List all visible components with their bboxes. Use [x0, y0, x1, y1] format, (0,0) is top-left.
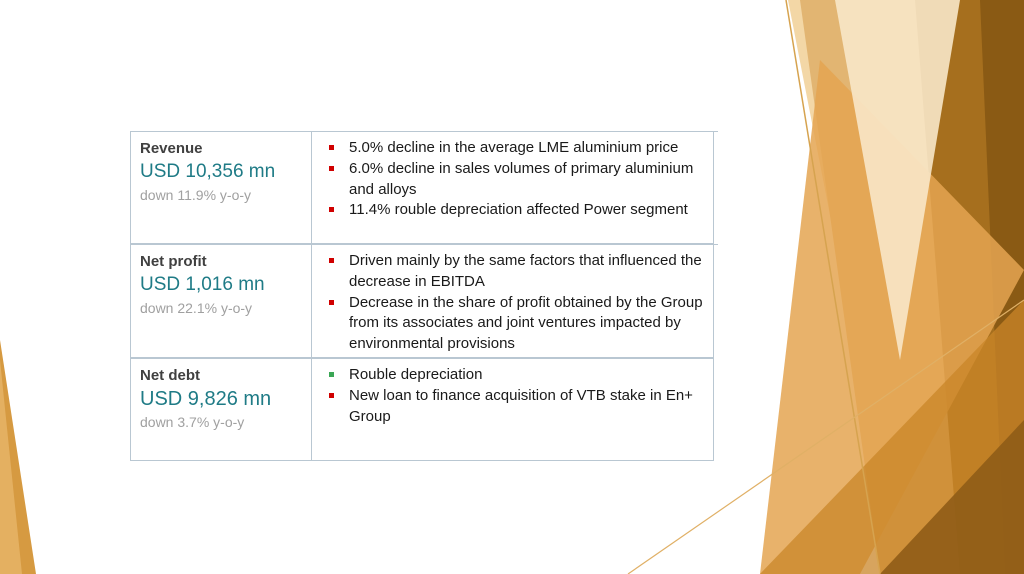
metric-change: down 11.9% y-o-y [140, 187, 252, 203]
list-item [324, 365, 703, 386]
metric-name: Net profit [140, 253, 207, 270]
metric-cell [131, 245, 312, 357]
drivers-cell [312, 245, 713, 357]
bullet-text: Driven mainly by the same factors that influenced the decrease in EBITDA [349, 252, 702, 290]
list-item [324, 386, 703, 428]
square-bullet-icon [329, 393, 334, 398]
kpi-table [130, 131, 714, 461]
list-item [324, 138, 703, 159]
square-bullet-icon [329, 300, 334, 305]
list-item [324, 159, 703, 201]
metric-cell [131, 132, 312, 243]
square-bullet-icon [329, 258, 334, 263]
bullet-text: 11.4% rouble depreciation affected Power segment [349, 201, 688, 219]
metric-change: down 3.7% y-o-y [140, 414, 245, 430]
metric-name: Revenue [140, 140, 203, 157]
list-item [324, 200, 703, 221]
bullet-list [324, 251, 703, 355]
table-row-net-profit [130, 244, 714, 358]
bullet-text: New loan to finance acquisition of VTB stake in En+ Group [349, 386, 693, 425]
square-bullet-icon [329, 372, 334, 377]
list-item [324, 251, 703, 293]
bullet-text: Rouble depreciation [349, 366, 483, 383]
table-edge-tick [714, 131, 718, 132]
metric-value: USD 10,356 mn [140, 161, 276, 182]
list-item [324, 293, 703, 355]
bullet-text: 5.0% decline in the average LME aluminium price [349, 139, 679, 156]
table-row-net-debt [130, 358, 714, 461]
square-bullet-icon [329, 166, 334, 171]
metric-cell [131, 359, 312, 460]
metric-change: down 22.1% y-o-y [140, 300, 253, 316]
square-bullet-icon [329, 145, 334, 150]
drivers-cell [312, 132, 713, 243]
bullet-list [324, 138, 703, 221]
metric-name: Net debt [140, 367, 200, 384]
metric-value: USD 9,826 mn [140, 388, 272, 410]
bullet-text: Decrease in the share of profit obtained by the Group from its associates and joint ventures impacted by environmental provisions [349, 293, 703, 353]
drivers-cell [312, 359, 713, 460]
metric-value: USD 1,016 mn [140, 274, 265, 295]
bullet-list [324, 365, 703, 427]
square-bullet-icon [329, 207, 334, 212]
bullet-text: 6.0% decline in sales volumes of primary aluminium and alloys [349, 159, 694, 198]
table-edge-tick [714, 244, 718, 245]
table-row-revenue [130, 131, 714, 244]
